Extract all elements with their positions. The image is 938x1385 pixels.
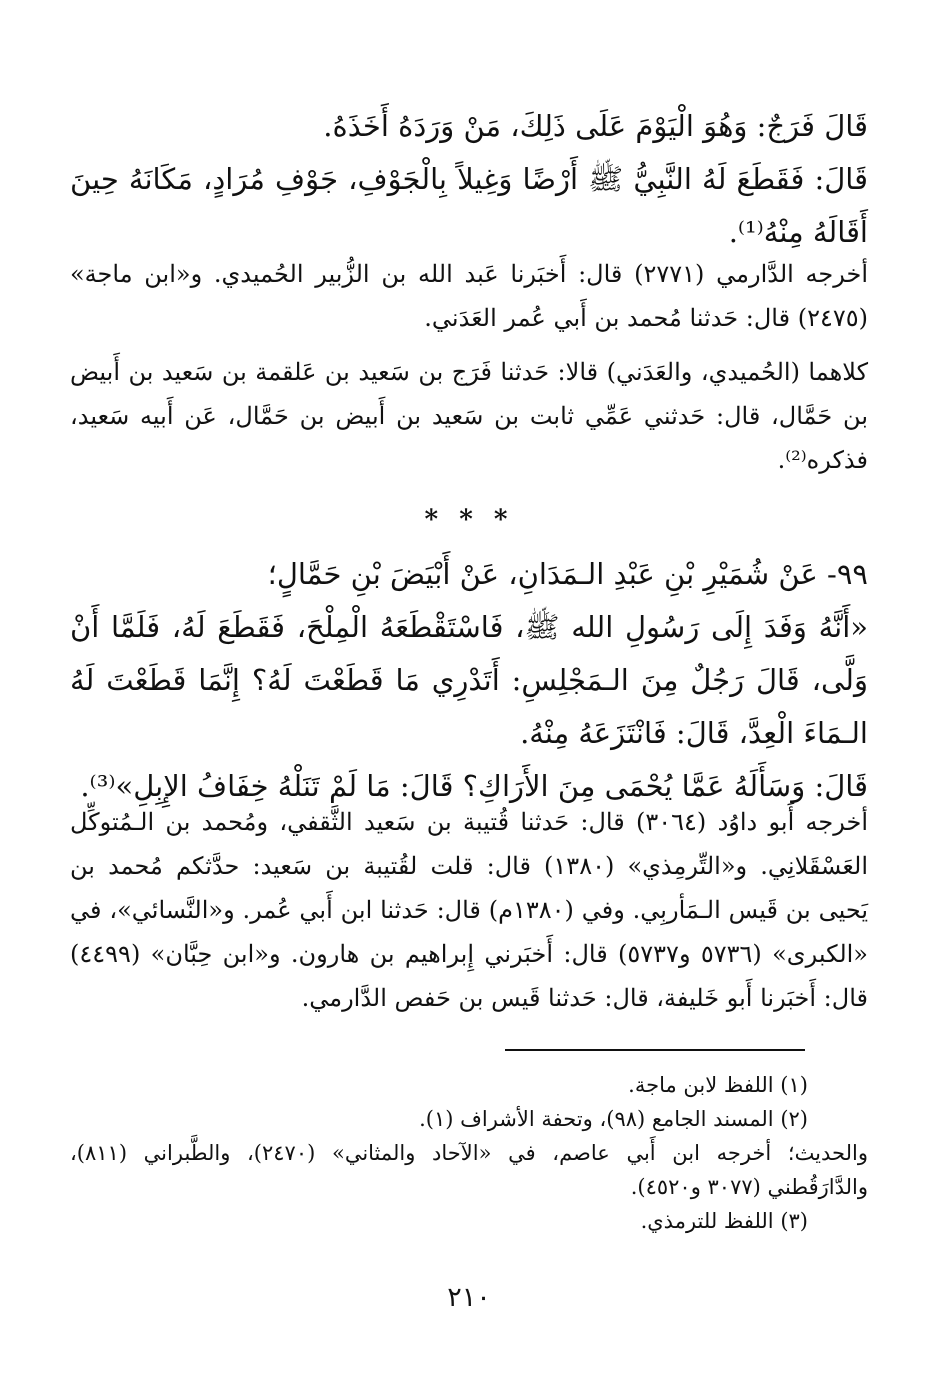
hadith-99 (70, 548, 868, 813)
footnote-3: (٣) اللفظ للترمذي. (640, 1209, 808, 1233)
section-separator: * * * (424, 505, 514, 535)
hadith-98-continuation (70, 100, 868, 259)
takhrij-99 (70, 800, 868, 1020)
footnotes (70, 1068, 868, 1238)
hadith-98-line2: قَالَ: فَقَطَعَ لَهُ النَّبِيُّ ﷺ أَرْضًا وَغِيلاً بِالْجَوْفِ، جَوْفِ مُرَادٍ، مَكَانَهُ حِينَ أَقَالَهُ مِنْهُ⁽¹⁾. (70, 162, 868, 249)
footnote-2: (٢) المسند الجامع (٩٨)، وتحفة الأشراف (١). (419, 1107, 808, 1131)
page-number: ٢١٠ (447, 1282, 491, 1313)
hadith-98-line1: قَالَ فَرَجٌ: وَهُوَ الْيَوْمَ عَلَى ذَلِكَ، مَنْ وَرَدَهُ أَخَذَهُ. (323, 109, 868, 143)
footnote-1: (١) اللفظ لابن ماجة. (628, 1073, 808, 1097)
footnote-2-continuation: والحديث؛ أخرجه ابن أَبي عاصم، في «الآحاد والمثاني» (٢٤٧٠)، والطَّبراني (٨١١)، والدَّارَقُطني (٣٠٧٧ و٤٥٢٠). (70, 1141, 868, 1199)
hadith-99-body2: قَالَ: وَسَأَلَهُ عَمَّا يُحْمَى مِنَ الأَرَاكِ؟ قَالَ: مَا لَمْ تَنَلْهُ خِفَافُ الإِبِلِ»⁽³⁾. (80, 769, 868, 803)
takhrij-99-para1: أخرجه أَبو داوُد (٣٠٦٤) قال: حَدثنا قُتيبة بن سَعيد الثَّقفي، ومُحمد بن الـمُتوكِّل العَسْقَلانِي. و«التِّرمِذي» (١٣٨٠) قال: قلت لقُتيبة بن سَعيد: حدَّثكم مُحمد بن يَحيى بن قَيس الـمَأربِي. وفي (١٣٨٠م) قال: حَدثنا ابن أَبي عُمر. و«النَّسائي»، في «الكبرى» (٥٧٣٦ و٥٧٣٧) قال: أَخبَرني إِبراهيم بن هارون. و«ابن حِبَّان» (٤٤٩٩) قال: أَخبَرنا أَبو خَليفة، قال: حَدثنا قَيس بن حَفص الدَّارمي. (70, 808, 868, 1012)
hadith-99-body: «أَنَّهُ وَفَدَ إِلَى رَسُولِ الله ﷺ، فَاسْتَقْطَعَهُ الْمِلْحَ، فَقَطَعَ لَهُ، فَلَمَّا أَنْ وَلَّى، قَالَ رَجُلٌ مِنَ الـمَجْلِسِ: أَتَدْرِي مَا قَطَعْتَ لَهُ؟ إِنَّمَا قَطَعْتَ لَهُ الـمَاءَ الْعِدَّ، قَالَ: فَانْتَزَعَهُ مِنْهُ. (70, 610, 868, 750)
takhrij-98-para1: أخرجه الدَّارمي (٢٧٧١) قال: أَخبَرنا عَبد الله بن الزُّبير الحُميدي. و«ابن ماجة» (٢٤٧٥) قال: حَدثنا مُحمد بن أَبي عُمر العَدَني. (70, 260, 868, 332)
takhrij-98 (70, 252, 868, 482)
hadith-99-heading: ٩٩- عَنْ شُمَيْرِ بْنِ عَبْدِ الـمَدَانِ، عَنْ أَبْيَضَ بْنِ حَمَّالٍ؛ (267, 557, 868, 591)
footnote-separator (505, 1049, 805, 1051)
takhrij-98-para2: كلاهما (الحُميدي، والعَدَني) قالا: حَدثنا فَرَج بن سَعيد بن عَلقمة بن سَعيد بن أَبيض بن حَمَّال، قال: حَدثني عَمِّي ثابت بن سَعيد بن أَبيض بن حَمَّال، عَن أَبيه سَعيد، فذكره⁽²⁾. (70, 358, 868, 474)
